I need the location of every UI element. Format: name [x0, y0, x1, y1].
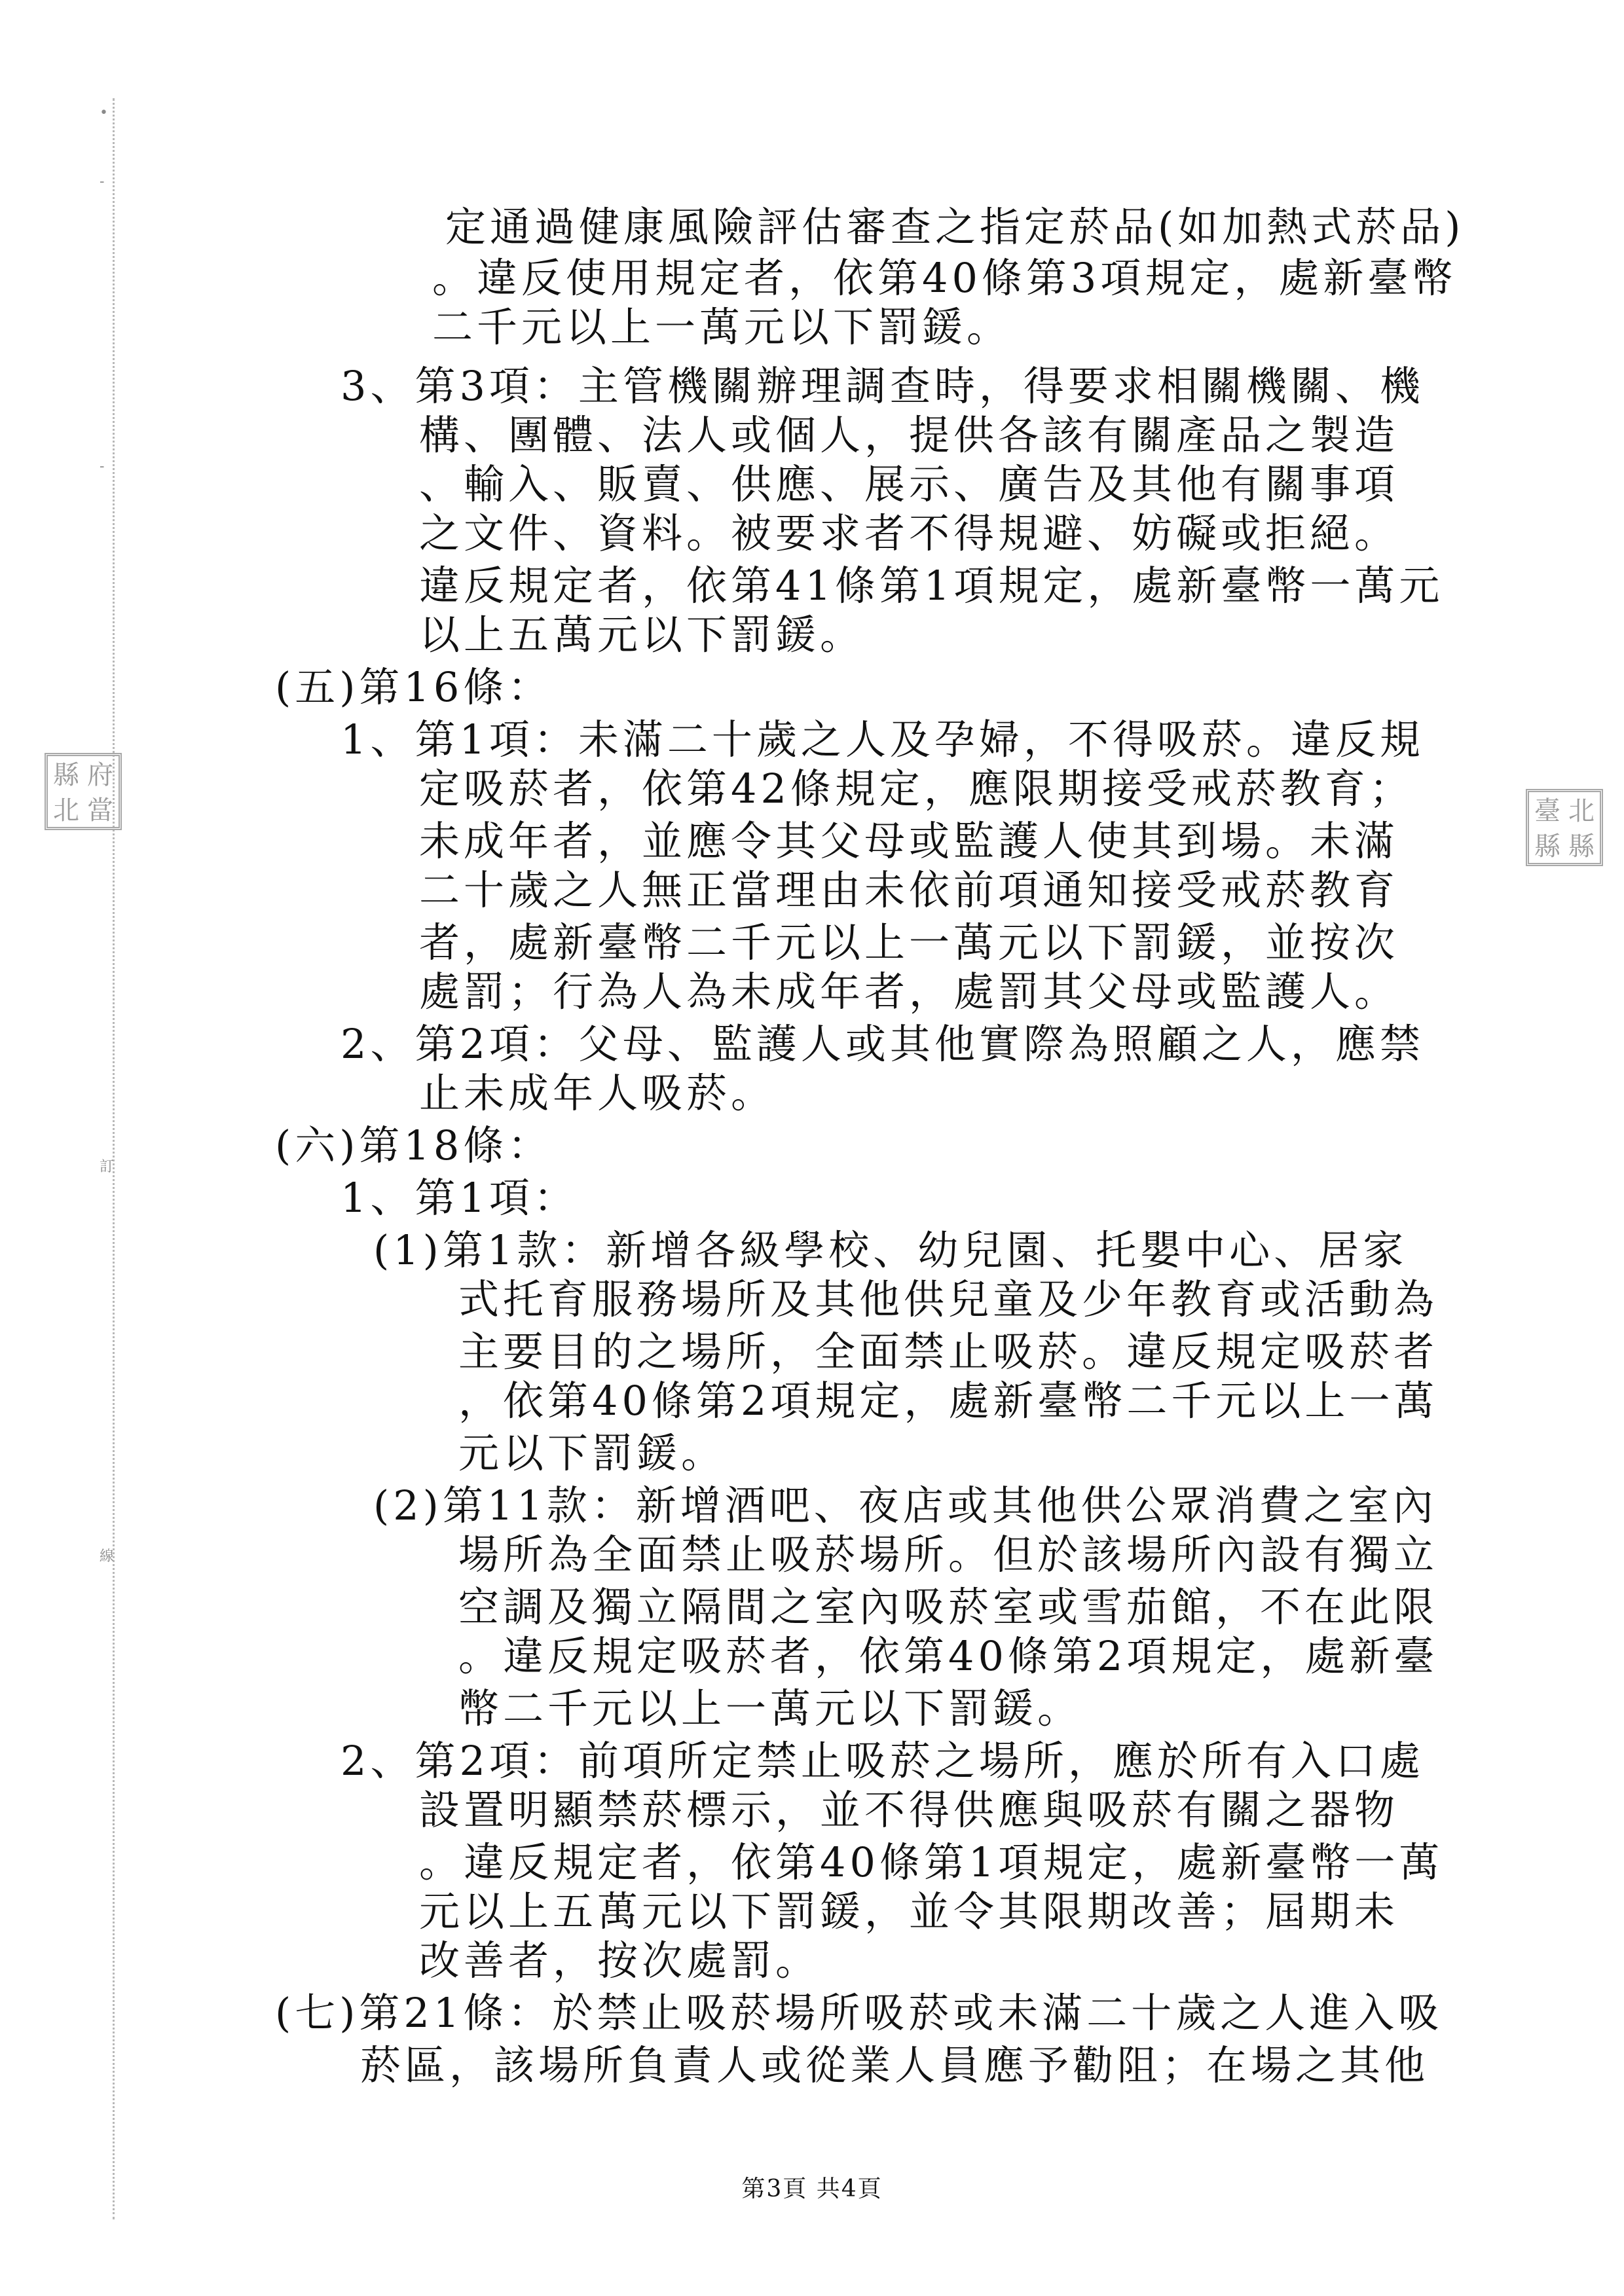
body-line-20: 1、第1項：	[341, 1174, 578, 1222]
body-line-15: 者，處新臺幣二千元以上一萬元以下罰鍰，並按次	[419, 919, 1399, 966]
body-line-24: ，依第40條第2項規定，處新臺幣二千元以上一萬	[458, 1377, 1439, 1425]
body-line-17: 2、第2項：父母、監護人或其他實際為照顧之人，應禁	[341, 1020, 1424, 1068]
body-line-9: 以上五萬元以下罰鍰。	[419, 611, 865, 659]
body-line-6: 、輸入、販賣、供應、展示、廣告及其他有關事項	[419, 460, 1399, 508]
body-line-8: 違反規定者，依第41條第1項規定，處新臺幣一萬元	[419, 562, 1444, 610]
page-number: 第3頁 共4頁	[741, 2176, 883, 2202]
body-line-5: 構、團體、法人或個人，提供各該有關產品之製造	[419, 411, 1399, 459]
seal-char: 縣	[53, 760, 79, 790]
body-line-32: 設置明顯禁菸標示，並不得供應與吸菸有關之器物	[419, 1786, 1399, 1834]
body-line-2: 。違反使用規定者，依第40條第3項規定，處新臺幣	[432, 254, 1457, 302]
seal-stamp-right	[1526, 789, 1603, 866]
body-line-21: (1)第1款：新增各級學校、幼兒園、托嬰中心、居家	[373, 1226, 1408, 1274]
margin-mark-dot: •	[100, 105, 108, 121]
body-line-29: 。違反規定吸菸者，依第40條第2項規定，處新臺	[458, 1632, 1439, 1680]
margin-mark-dash-1: -	[100, 173, 105, 190]
seal-char: 臺	[1534, 796, 1560, 826]
seal-char: 北	[53, 795, 79, 826]
body-line-31: 2、第2項：前項所定禁止吸菸之場所，應於所有入口處	[341, 1737, 1424, 1785]
body-line-30: 幣二千元以上一萬元以下罰鍰。	[458, 1685, 1082, 1732]
body-line-25: 元以下罰鍰。	[458, 1429, 726, 1477]
body-line-35: 改善者，按次處罰。	[419, 1937, 821, 1984]
body-line-23: 主要目的之場所，全面禁止吸菸。違反規定吸菸者	[458, 1328, 1439, 1376]
body-line-18: 止未成年人吸菸。	[419, 1069, 776, 1117]
margin-mark-xian: 線	[100, 1548, 115, 1565]
body-line-16: 處罰；行為人為未成年者，處罰其父母或監護人。	[419, 968, 1399, 1015]
section-heading-5: (五)第16條：	[275, 663, 553, 711]
section-heading-6: (六)第18條：	[275, 1121, 553, 1169]
body-line-37: 菸區，該場所負責人或從業人員應予勸阻；在場之其他	[360, 2041, 1430, 2089]
seal-char: 縣	[1534, 831, 1560, 862]
body-line-3: 二千元以上一萬元以下罰鍰。	[432, 303, 1012, 351]
body-line-26: (2)第11款：新增酒吧、夜店或其他供公眾消費之室內	[373, 1482, 1437, 1529]
body-line-12: 定吸菸者，依第42條規定，應限期接受戒菸教育；	[419, 765, 1414, 812]
body-line-22: 式托育服務場所及其他供兒童及少年教育或活動為	[458, 1275, 1439, 1323]
body-line-28: 空調及獨立隔間之室內吸菸室或雪茄館，不在此限	[458, 1583, 1439, 1631]
seal-char: 當	[87, 795, 113, 826]
body-line-1: 定通過健康風險評估審查之指定菸品(如加熱式菸品)	[445, 203, 1465, 251]
seal-stamp-left	[45, 753, 122, 830]
seal-char: 府	[87, 760, 113, 790]
seal-char: 縣	[1568, 831, 1595, 862]
body-line-11: 1、第1項：未滿二十歲之人及孕婦，不得吸菸。違反規	[341, 716, 1424, 763]
body-line-33: 。違反規定者，依第40條第1項規定，處新臺幣一萬	[419, 1838, 1444, 1886]
margin-mark-dash-2: -	[100, 458, 105, 475]
body-line-14: 二十歲之人無正當理由未依前項通知接受戒菸教育	[419, 866, 1399, 914]
body-line-7: 之文件、資料。被要求者不得規避、妨礙或拒絕。	[419, 509, 1399, 557]
body-line-4: 3、第3項：主管機關辦理調查時，得要求相關機關、機	[341, 362, 1424, 410]
body-line-27: 場所為全面禁止吸菸場所。但於該場所內設有獨立	[458, 1531, 1439, 1578]
body-line-34: 元以上五萬元以下罰鍰，並令其限期改善；屆期未	[419, 1887, 1399, 1935]
seal-char: 北	[1568, 796, 1595, 826]
margin-mark-ding: 訂	[100, 1159, 115, 1175]
body-line-13: 未成年者，並應令其父母或監護人使其到場。未滿	[419, 817, 1399, 865]
section-heading-7: (七)第21條：於禁止吸菸場所吸菸或未滿二十歲之人進入吸	[275, 1989, 1443, 2037]
